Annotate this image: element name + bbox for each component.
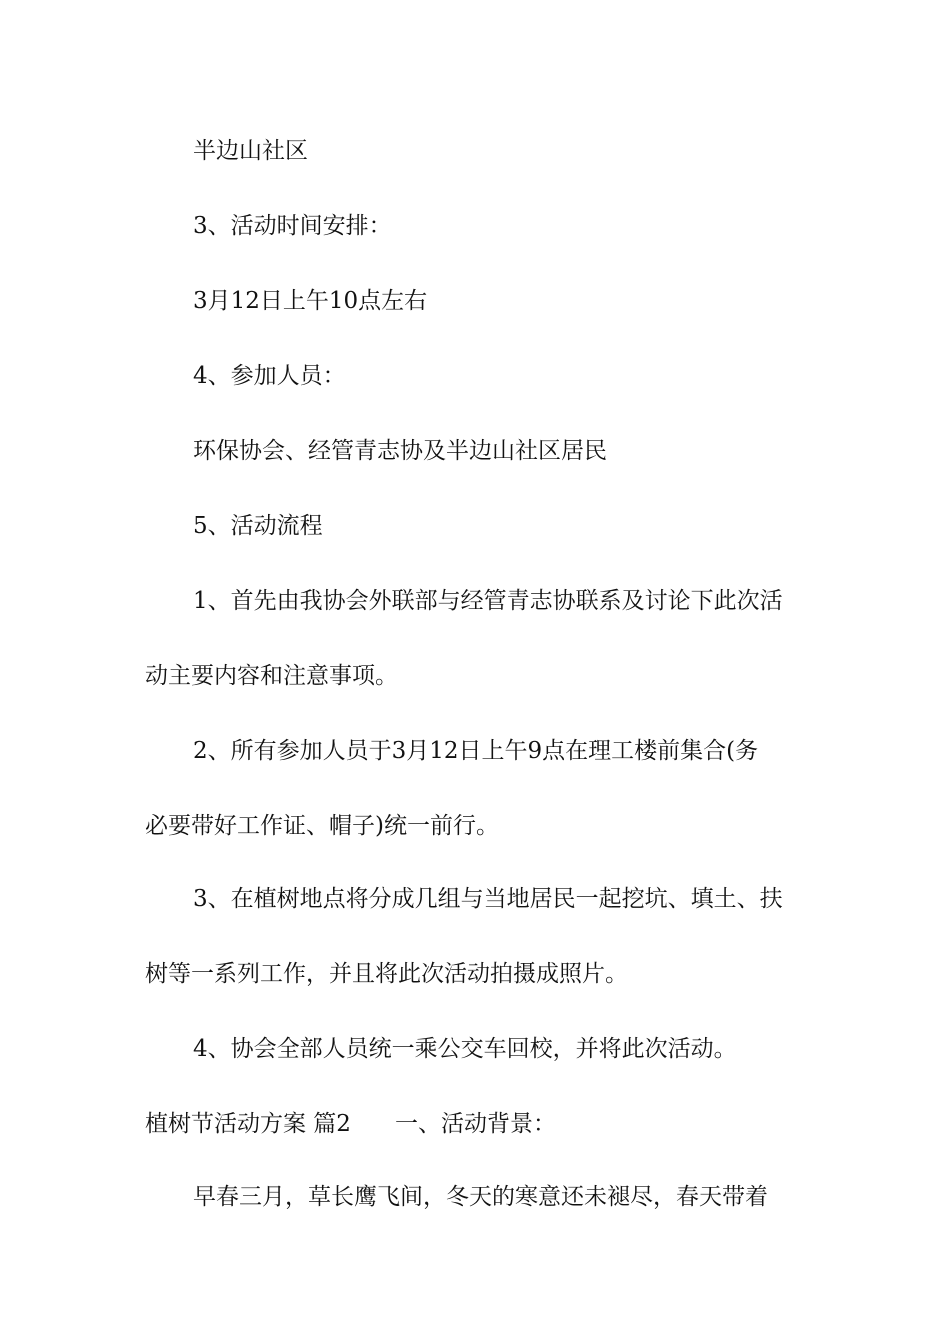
paragraph-step-4: 4、协会全部人员统一乘公交车回校，并将此次活动。 xyxy=(193,1036,737,1062)
text-line-participants: 环保协会、经管青志协及半边山社区居民 xyxy=(193,438,607,464)
section-subheading: 一、活动背景： xyxy=(394,1111,556,1137)
paragraph-step-1-line-1: 1、首先由我协会外联部与经管青志协联系及讨论下此次活 xyxy=(193,588,783,614)
text-line-activity-time: 3月12日上午10点左右 xyxy=(193,288,428,314)
paragraph-step-1-line-2: 动主要内容和注意事项。 xyxy=(145,663,398,689)
heading-participants: 4、参加人员： xyxy=(193,363,346,389)
heading-activity-time: 3、活动时间安排： xyxy=(193,213,392,239)
paragraph-step-2-line-1: 2、所有参加人员于3月12日上午9点在理工楼前集合(务 xyxy=(193,738,759,764)
paragraph-step-2-line-2: 必要带好工作证、帽子)统一前行。 xyxy=(145,813,499,839)
text-line-community: 半边山社区 xyxy=(193,138,308,164)
paragraph-background-line-1: 早春三月，草长鹰飞间，冬天的寒意还未褪尽，春天带着 xyxy=(193,1184,768,1210)
section-heading-line xyxy=(145,1109,556,1139)
section-title: 植树节活动方案 篇2 xyxy=(145,1111,351,1137)
paragraph-step-3-line-1: 3、在植树地点将分成几组与当地居民一起挖坑、填土、扶 xyxy=(193,886,783,912)
heading-activity-flow: 5、活动流程 xyxy=(193,513,323,539)
paragraph-step-3-line-2: 树等一系列工作，并且将此次活动拍摄成照片。 xyxy=(145,961,628,987)
